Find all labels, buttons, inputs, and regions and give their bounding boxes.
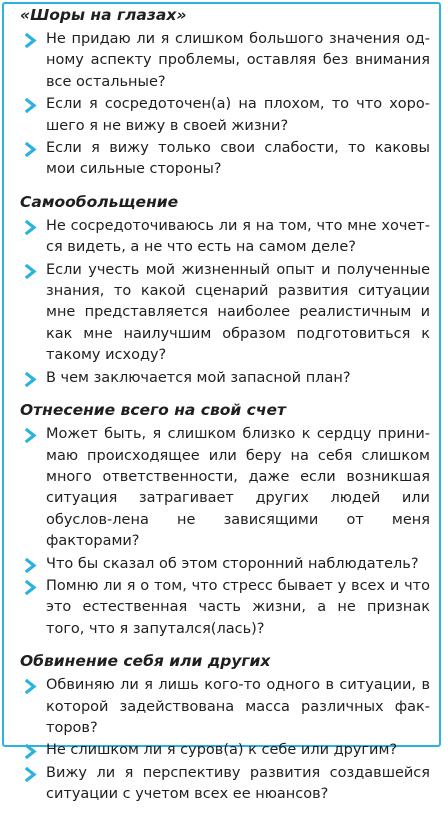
list-item-text: Если я вижу только свои слабости, то каковы мои сильные стороны? bbox=[46, 140, 430, 178]
list-item-text: Что бы сказал об этом сторонний наблюдатель? bbox=[46, 555, 419, 572]
chevron-right-icon bbox=[24, 767, 38, 782]
section-heading: Обвинение себя или других bbox=[20, 652, 271, 671]
chevron-right-icon bbox=[24, 98, 38, 113]
list-item bbox=[20, 94, 430, 137]
list-item bbox=[20, 740, 430, 761]
section-heading: «Шоры на глазах» bbox=[20, 6, 187, 24]
list-item bbox=[20, 138, 430, 181]
list-item bbox=[20, 29, 430, 93]
list-item-text: Может быть, я слишком близко к сердцу прини-маю происходящее или беру на себя слишком много ответственности, даже если возникшая ситуация затрагивает других людей или обуслов-лена не зависящими от меня факторами? bbox=[46, 426, 430, 550]
chevron-right-icon bbox=[24, 580, 38, 595]
list-item-text: Не придаю ли я слишком большого значения од-ному аспекту проблемы, оставляя без внимания все остальные? bbox=[46, 31, 430, 90]
questions-content bbox=[20, 4, 430, 816]
section-heading: Самообольщение bbox=[20, 192, 179, 211]
section-heading: Отнесение всего на свой счет bbox=[20, 401, 287, 420]
section-self-deception bbox=[20, 191, 430, 389]
list-item-text: Вижу ли я перспективу развития создавшейся ситуации с учетом всех ее нюансов? bbox=[46, 764, 430, 803]
section-blinders bbox=[20, 4, 430, 181]
list-item bbox=[20, 576, 430, 640]
list-item bbox=[20, 260, 430, 367]
list-item-text: Обвиняю ли я лишь кого-то одного в ситуации, в которой задействована масса различных фак-торов? bbox=[46, 677, 430, 736]
list-item bbox=[20, 216, 430, 259]
list-item bbox=[20, 675, 430, 739]
chevron-right-icon bbox=[24, 264, 38, 279]
chevron-right-icon bbox=[24, 33, 38, 48]
list-item-text: Помню ли я о том, что стресс бывает у всех и что это естественная часть жизни, а не признак того, что я запутался(лась)? bbox=[46, 577, 430, 637]
chevron-right-icon bbox=[24, 142, 38, 157]
list-item-text: Если учесть мой жизненный опыт и полученные знания, то какой сценарий развития ситуации мне представляется наиболее реалистичным и как мне наилучшим образом подготовиться к такому исходу? bbox=[46, 261, 430, 364]
list-item-text: Не сосредоточиваюсь ли я на том, что мне хочет-ся видеть, а не что есть на самом деле? bbox=[46, 217, 430, 256]
chevron-right-icon bbox=[24, 558, 38, 573]
chevron-right-icon bbox=[24, 428, 38, 443]
list-item bbox=[20, 763, 430, 806]
list-item-text: Если я сосредоточен(а) на плохом, то что хоро-шего я не вижу в своей жизни? bbox=[46, 96, 430, 134]
chevron-right-icon bbox=[24, 679, 38, 694]
list-item bbox=[20, 424, 430, 552]
list-item bbox=[20, 368, 430, 389]
list-item bbox=[20, 554, 430, 575]
section-personalization bbox=[20, 399, 430, 640]
list-item-text: Не слишком ли я суров(а) к себе или другим? bbox=[46, 742, 398, 759]
section-blame bbox=[20, 650, 430, 805]
chevron-right-icon bbox=[24, 220, 38, 235]
list-item-text: В чем заключается мой запасной план? bbox=[46, 369, 351, 386]
chevron-right-icon bbox=[24, 372, 38, 387]
